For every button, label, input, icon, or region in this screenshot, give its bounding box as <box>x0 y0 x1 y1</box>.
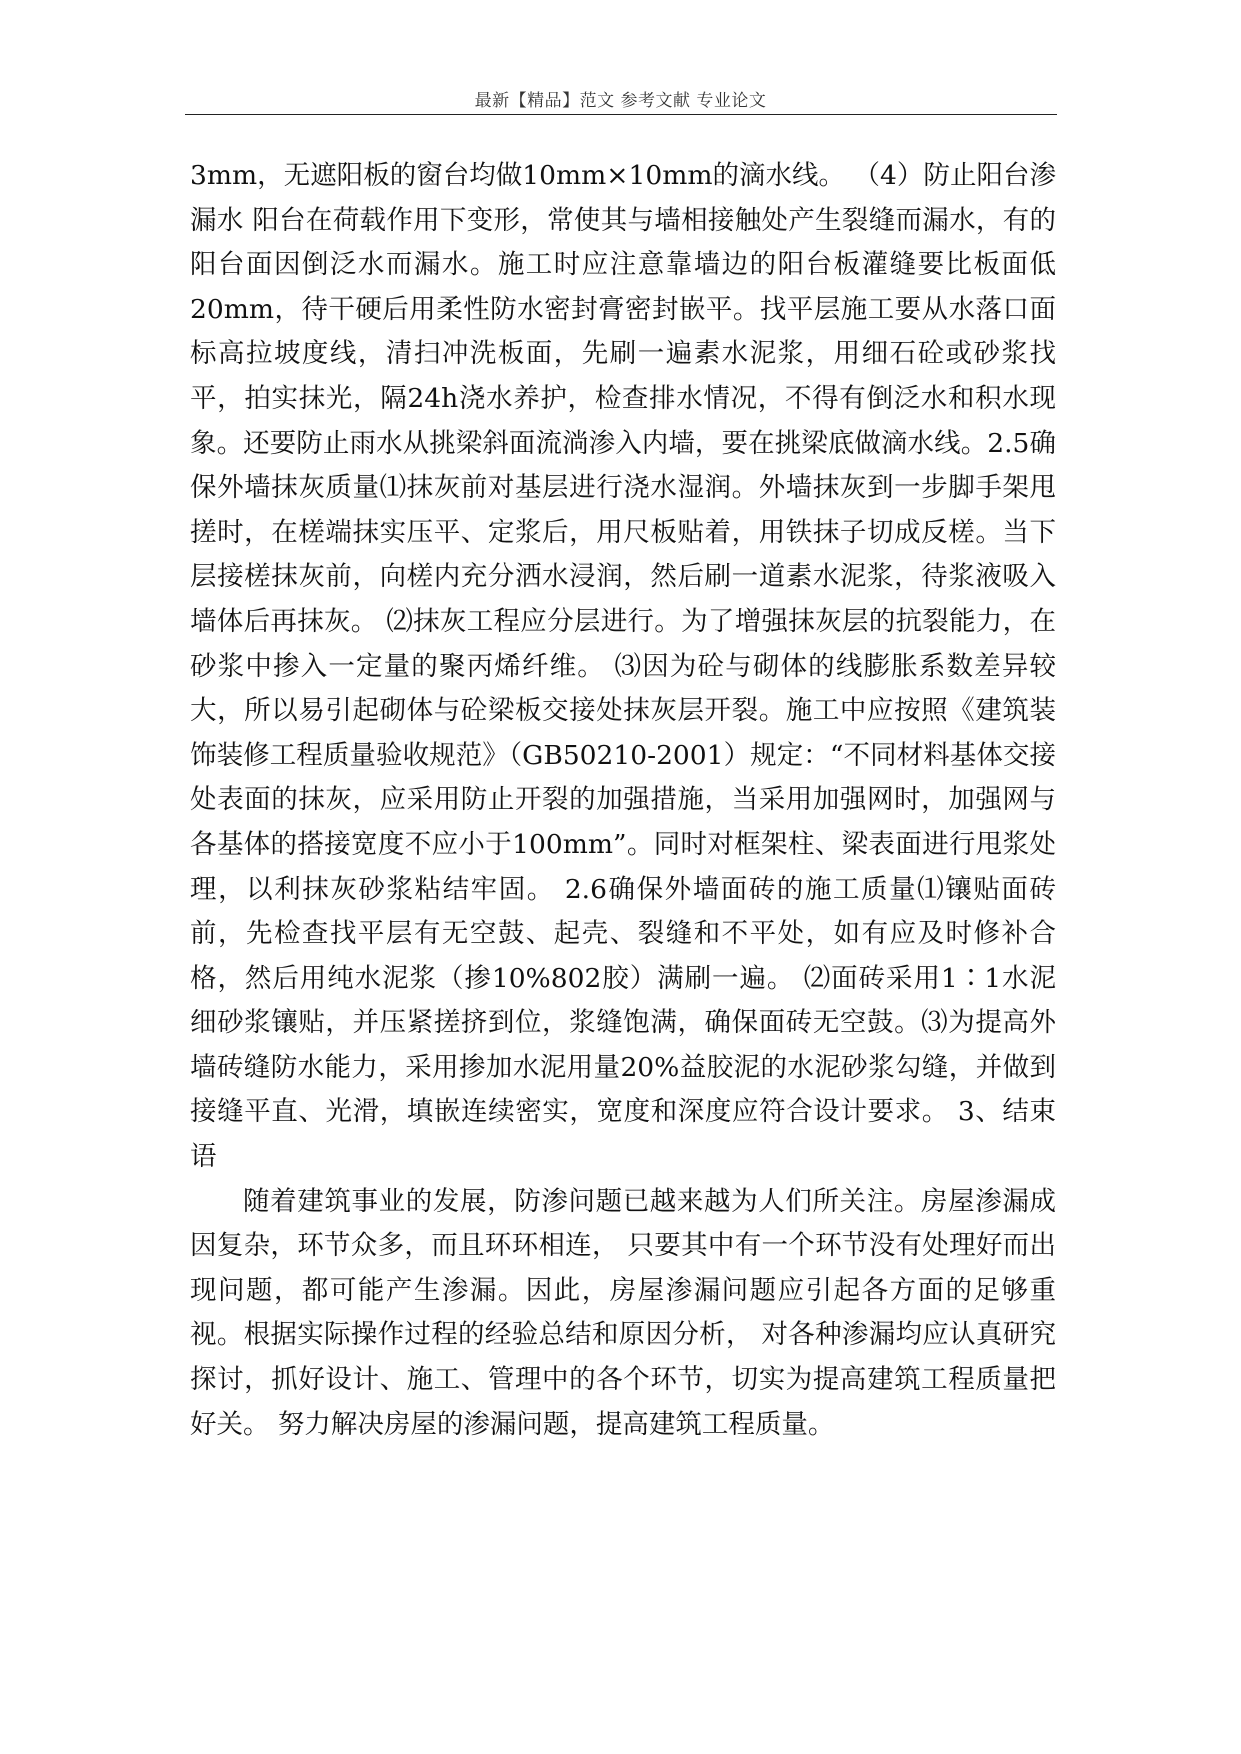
body-text <box>190 154 1056 1447</box>
page-header: 最新【精品】范文 参考文献 专业论文 <box>474 91 767 111</box>
paragraph-2: 随着建筑事业的发展，防渗问题已越来越为人们所关注。房屋渗漏成因复杂，环节众多，而且环环相连， 只要其中有一个环节没有处理好而出现问题，都可能产生渗漏。因此，房屋渗漏问题应引起各方面的足够重视。根据实际操作过程的经验总结和原因分析， 对各种渗漏均应认真研究探讨，抓好设计、施工、管理中的各个环节，切实为提高建筑工程质量把好关。 努力解决房屋的渗漏问题，提高建筑工程质量。 <box>190 1185 1056 1440</box>
paragraph-1: 3mm，无遮阳板的窗台均做10mm×10mm的滴水线。 （4）防止阳台渗漏水 阳台在荷载作用下变形，常使其与墙相接触处产生裂缝而漏水，有的阳台面因倒泛水而漏水。施工时应注意靠墙边的阳台板灌缝要比板面低20mm，待干硬后用柔性防水密封膏密封嵌平。找平层施工要从水落口面标高拉坡度线，清扫冲洗板面，先刷一遍素水泥浆，用细石砼或砂浆找平，拍实抹光，隔24h浇水养护，检查排水情况，不得有倒泛水和积水现象。还要防止雨水从挑梁斜面流淌渗入内墙，要在挑梁底做滴水线。2.5确保外墙抹灰质量⑴抹灰前对基层进行浇水湿润。外墙抹灰到一步脚手架甩搓时，在槎端抹实压平、定浆后，用尺板贴着，用铁抹子切成反槎。当下层接槎抹灰前，向槎内充分洒水浸润，然后刷一道素水泥浆，待浆液吸入墙体后再抹灰。 ⑵抹灰工程应分层进行。为了增强抹灰层的抗裂能力，在砂浆中掺入一定量的聚丙烯纤维。 ⑶因为砼与砌体的线膨胀系数差异较大，所以易引起砌体与砼梁板交接处抹灰层开裂。施工中应按照《建筑装饰装修工程质量验收规范》（GB50210-2001）规定：“不同材料基体交接处表面的抹灰，应采用防止开裂的加强措施，当采用加强网时，加强网与各基体的搭接宽度不应小于100mm”。同时对框架柱、梁表面进行甩浆处理，以利抹灰砂浆粘结牢固。 2.6确保外墙面砖的施工质量⑴镶贴面砖前，先检查找平层有无空鼓、起壳、裂缝和不平处，如有应及时修补合格，然后用纯水泥浆（掺10%802胶）满刷一遍。 ⑵面砖采用1∶1水泥细砂浆镶贴，并压紧搓挤到位，浆缝饱满，确保面砖无空鼓。⑶为提高外墙砖缝防水能力，采用掺加水泥用量20%益胶泥的水泥砂浆勾缝，并做到接缝平直、光滑，填嵌连续密实，宽度和深度应符合设计要求。 3、结束语 <box>190 160 1056 1173</box>
header-divider <box>185 114 1057 115</box>
